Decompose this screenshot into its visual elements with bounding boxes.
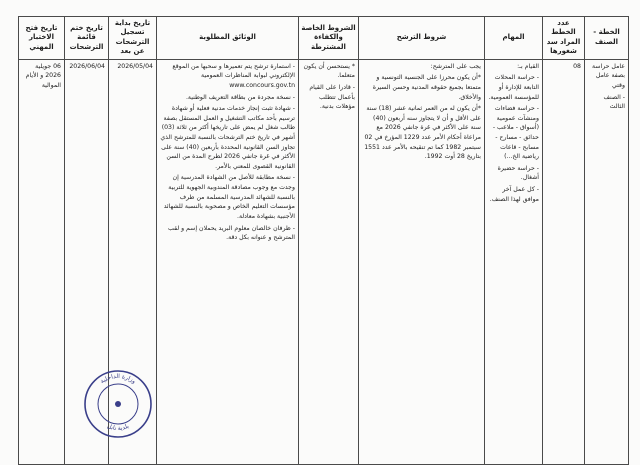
header-conditions: شروط الترشح — [359, 17, 485, 60]
header-exam-date: تاريخ فتح الاختبار المهني — [19, 17, 65, 60]
task-item: - كل عمل آخر موافق لهذا الصنف. — [489, 186, 539, 203]
header-tasks: المهام — [485, 17, 543, 60]
end-date-value: 2026/06/04 — [69, 62, 105, 70]
special-item: - قادرا على القيام بأعمال تتطلب مؤهلات بدنية. — [309, 83, 355, 111]
official-stamp — [82, 368, 154, 440]
task-item: القيام بـ: — [517, 62, 539, 70]
condition-item: *أن يكون محرزا على الجنسية التونسية و متمتعا بجميع حقوقه المدنية وحسن السيرة والأخلاق. — [372, 74, 481, 101]
cell-positions — [543, 59, 585, 464]
cell-special — [299, 59, 359, 464]
document-item: - نسخة مجردة من بطاقة التعريف الوطنية. — [185, 93, 295, 101]
cell-exam-date — [19, 59, 65, 464]
document-item: - استمارة ترشح يتم تعميرها و سحبها من الموقع الإلكتروني لبوابة المناظرات العمومية www.concours.gov.tn — [172, 62, 295, 89]
header-positions: عدد الخطط المراد سد شغورها — [543, 17, 585, 60]
cell-documents — [157, 59, 299, 464]
start-date-value: 2026/05/04 — [117, 62, 153, 70]
condition-item: يجب على المترشح: — [430, 62, 481, 70]
exam-date-value: 06 جويلية 2026 و الأيام الموالية — [25, 62, 61, 89]
condition-item: *أن يكون له من العمر ثمانية عشر (18) سنة على الأقل و أن لا يتجاوز سنه أربعون (40) سنة على الأكثر في غرة جانفي 2026 مع مراعاة أحكام الأمر عدد 1229 المؤرخ في 02 سبتمبر 1982 كما تم تنقيحه بالأمر عدد 1551 بتاريخ 28 أوت 1992. — [364, 105, 481, 161]
cell-tasks — [485, 59, 543, 464]
document-item: - نسخة مطابقة للأصل من الشهادة المدرسية إن وجدت مع وجوب مصادقة المندوبية الجهوية للتربية بالنسبة للشهائد المدرسية المسلمة من طرف مؤسسات التعليم الخاص و مصحوبة بالنسبة للشهائد الأجنبية بشهادة معادلة. — [163, 174, 295, 220]
document-item: - شهادة تثبت إنجاز خدمات مدنية فعلية أو شهادة ترسيم بأحد مكاتب التشغيل و العمل المستقل بصفة طالب شغل لم يمض على تاريخها أكثر من ثلاثة (03) أشهر في تاريخ ختم الترشحات بالنسبة للمترشح الذي تجاوز السن القانونية المحددة بأربعين (40) سنة على الأكثر في غرة جانفي 2026 لطرح المدة من السن القانونية القصوى للمعني بالأمر. — [160, 105, 295, 170]
cell-grade — [585, 59, 629, 464]
header-special: الشروط الخاصة والكفاءة المشترطة — [299, 17, 359, 60]
stamp-emblem-icon — [115, 401, 121, 407]
header-documents: الوثائق المطلوبة — [157, 17, 299, 60]
task-item: - حراسة فضاءات ومنشآت عمومية (أسواق - ملاعب - حدائق - مسارح - مسابح - قاعات رياضية الخ...) — [492, 105, 539, 161]
header-grade: الخطة - الصنف — [585, 17, 629, 60]
grade-category: - الصنف الثالث — [603, 93, 625, 111]
document-item: - ظرفان خالصان معلوم البريد يحملان إسم و لقب المترشح و عنوانه بكل دقة. — [168, 224, 295, 242]
header-end-date: تاريخ ختم قائمة الترشحات — [65, 17, 109, 60]
header-row — [19, 17, 629, 60]
task-item: - حراسة المحلات التابعة للإدارة أو للمؤسسة العمومية. — [488, 74, 539, 101]
stamp-bottom-text: بلدية نابل — [105, 422, 131, 433]
cell-conditions — [359, 59, 485, 464]
task-item: - حراسة حضيرة أشغال. — [497, 164, 539, 182]
positions-count: 08 — [573, 62, 581, 70]
stamp-top-text: وزارة الداخلية — [99, 372, 137, 386]
special-item: * يستحسن أن يكون متعلما. — [303, 62, 355, 80]
grade-title: عامل حراسة بصفة عامل وقتي — [591, 62, 625, 89]
header-start-date: تاريخ بداية تسجيل الترشحات عن بعد — [109, 17, 157, 60]
